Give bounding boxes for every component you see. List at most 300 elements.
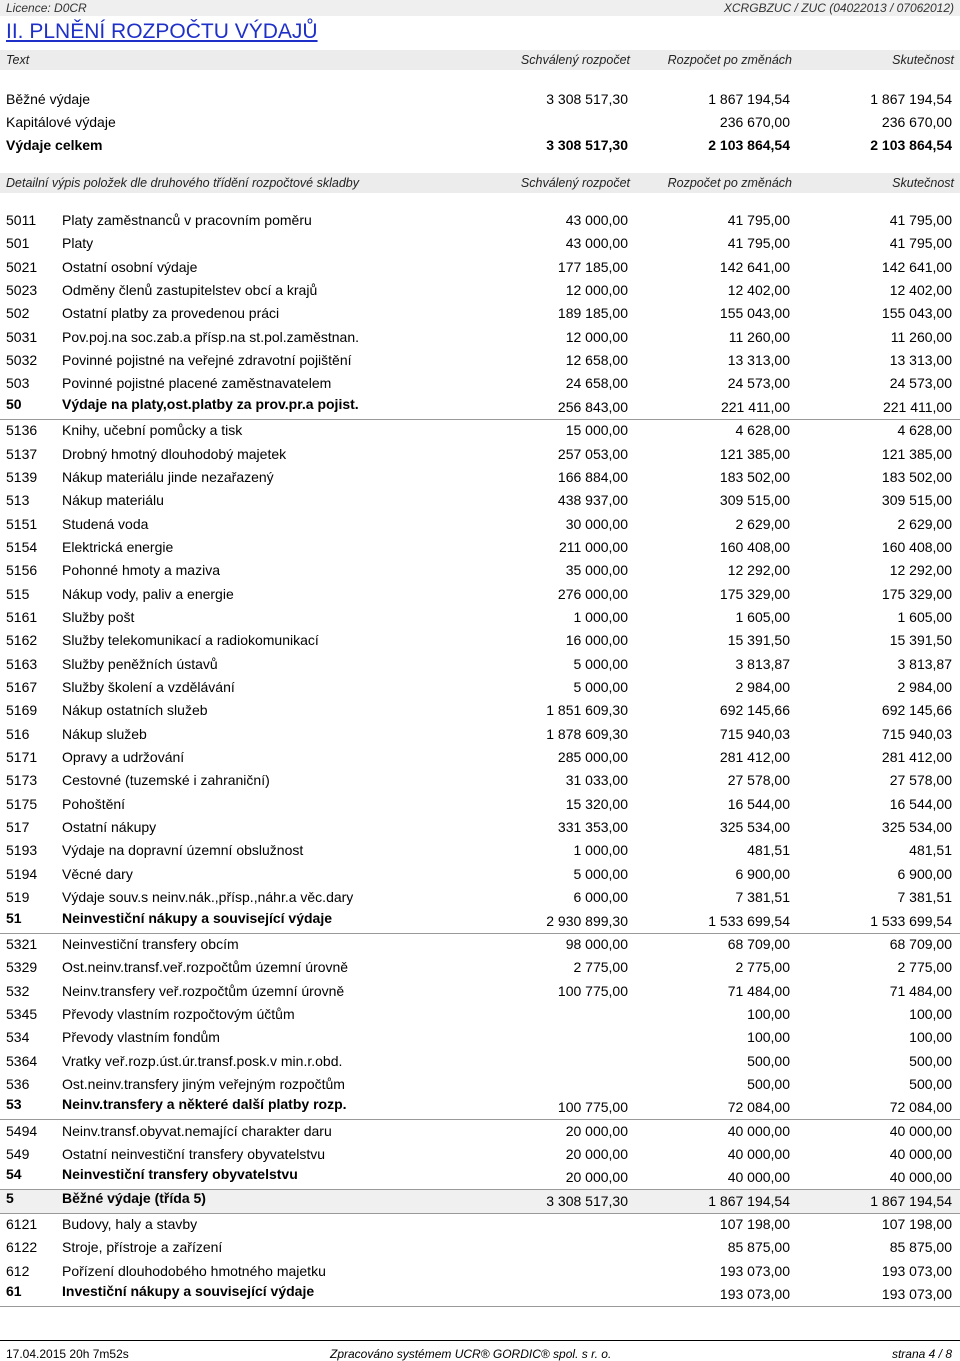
actual-value: 13 313,00 [889,352,952,369]
summary-value: 1 867 194,54 [708,91,790,107]
approved-value: 20 000,00 [565,1169,628,1186]
revised-value: 85 875,00 [727,1239,790,1256]
table-row [0,559,960,582]
table-row [0,863,960,886]
item-description: Služby telekomunikací a radiokomunikací [62,632,319,649]
item-code: 516 [6,725,30,742]
item-description: Neinvestiční nákupy a související výdaje [62,909,333,926]
item-description: Neinv.transfery a některé další platby rozp. [62,1096,347,1113]
approved-value: 20 000,00 [565,1122,628,1139]
table-row [0,232,960,255]
actual-value: 3 813,87 [897,655,952,672]
col-approved: Schválený rozpočet [520,53,630,67]
approved-value: 2 775,00 [573,959,628,976]
approved-value: 189 185,00 [557,305,628,322]
revised-value: 2 775,00 [735,959,790,976]
approved-value: 211 000,00 [558,538,628,555]
table-row [0,256,960,279]
item-code: 519 [6,889,30,906]
actual-value: 183 502,00 [881,468,952,485]
item-code: 5171 [6,749,38,766]
actual-value: 71 484,00 [889,982,952,999]
item-description: Věcné dary [62,865,133,882]
table-row [0,1143,960,1166]
detail-header [0,173,960,193]
revised-value: 68 709,00 [727,935,790,952]
table-row [0,769,960,792]
actual-value: 155 043,00 [881,305,952,322]
item-description: Služby peněžních ústavů [62,655,218,672]
table-row [0,302,960,325]
approved-value: 276 000,00 [557,585,628,602]
actual-value: 2 629,00 [897,515,952,532]
item-description: Odměny členů zastupitelstev obcí a krajů [62,282,318,299]
revised-value: 24 573,00 [727,375,790,392]
revised-value: 2 629,00 [735,515,790,532]
table-row [0,209,960,232]
revised-value: 1 867 194,54 [708,1192,790,1209]
revised-value: 500,00 [747,1075,790,1092]
actual-value: 27 578,00 [889,772,952,789]
item-code: 532 [6,982,30,999]
item-description: Pov.poj.na soc.zab.a přísp.na st.pol.zaměstnan. [62,328,360,345]
item-code: 5162 [6,632,38,649]
summary-value: 2 103 864,54 [870,137,952,153]
item-description: Služby pošt [62,608,135,625]
item-code: 50 [6,395,22,412]
table-subtotal-row [0,910,960,934]
actual-value: 12 402,00 [889,282,952,299]
item-code: 515 [6,585,30,602]
item-description: Povinné pojistné na veřejné zdravotní pojištění [62,352,352,369]
item-description: Nákup vody, paliv a energie [62,585,234,602]
actual-value: 160 408,00 [881,538,952,555]
approved-value: 12 658,00 [565,352,628,369]
approved-value: 1 851 609,30 [546,702,628,719]
item-description: Nákup ostatních služeb [62,702,208,719]
approved-value: 15 000,00 [565,422,628,439]
revised-value: 6 900,00 [735,865,790,882]
item-code: 5151 [6,515,38,532]
revised-value: 692 145,66 [719,702,790,719]
item-description: Výdaje na platy,ost.platby za prov.pr.a pojist. [62,395,359,412]
table-row [0,489,960,512]
revised-value: 183 502,00 [719,468,790,485]
revised-value: 41 795,00 [727,235,790,252]
approved-value: 2 930 899,30 [546,912,628,929]
actual-value: 4 628,00 [897,422,952,439]
actual-value: 100,00 [909,1029,952,1046]
table-row [0,723,960,746]
item-code: 5175 [6,795,38,812]
item-description: Platy [62,235,94,252]
approved-value: 438 937,00 [557,492,628,509]
item-description: Ost.neinv.transfery jiným veřejným rozpočtům [62,1075,345,1092]
revised-value: 11 260,00 [728,328,790,345]
item-code: 5173 [6,772,38,789]
approved-value: 331 353,00 [557,819,628,836]
item-code: 5 [6,1189,14,1206]
summary-value: 2 103 864,54 [708,137,790,153]
actual-value: 175 329,00 [881,585,952,602]
approved-value: 1 000,00 [573,608,628,625]
summary-label: Běžné výdaje [6,91,91,107]
summary-label: Výdaje celkem [6,137,103,153]
item-code: 6121 [6,1216,38,1233]
revised-value: 41 795,00 [727,212,790,228]
approved-value: 1 878 609,30 [546,725,628,742]
revised-value: 100,00 [747,1029,790,1046]
actual-value: 481,51 [909,842,952,859]
footer [0,1340,960,1361]
item-description: Cestovné (tuzemské i zahraniční) [62,772,270,789]
actual-value: 500,00 [909,1052,952,1069]
actual-value: 24 573,00 [889,375,952,392]
table-row [0,1026,960,1049]
col-text: Text [6,53,30,67]
item-code: 5163 [6,655,38,672]
item-code: 5345 [6,1005,38,1022]
item-code: 5167 [6,679,38,695]
revised-value: 100,00 [747,1005,790,1022]
item-code: 549 [6,1146,30,1162]
item-description: Budovy, haly a stavby [62,1216,198,1233]
item-description: Knihy, učební pomůcky a tisk [62,422,243,439]
actual-value: 692 145,66 [881,702,952,719]
table-row [0,816,960,839]
actual-value: 85 875,00 [889,1239,952,1256]
table-row [0,513,960,536]
summary-value: 3 308 517,30 [546,91,628,107]
item-code: 5021 [6,258,38,275]
actual-value: 40 000,00 [889,1122,952,1139]
approved-value: 100 775,00 [557,982,628,999]
actual-value: 11 260,00 [890,328,952,345]
approved-value: 5 000,00 [573,679,628,695]
actual-value: 715 940,03 [881,725,952,742]
item-description: Nákup služeb [62,725,147,742]
revised-value: 13 313,00 [727,352,790,369]
approved-value: 256 843,00 [557,398,628,415]
item-code: 5154 [6,538,38,555]
item-code: 5136 [6,422,38,439]
revised-value: 40 000,00 [727,1169,790,1186]
item-description: Investiční nákupy a související výdaje [62,1283,315,1300]
approved-value: 285 000,00 [557,749,628,766]
table-row [0,1003,960,1026]
approved-value: 98 000,00 [565,935,628,952]
item-code: 5321 [6,935,38,952]
revised-value: 325 534,00 [719,819,790,836]
actual-value: 72 084,00 [889,1099,952,1116]
actual-value: 325 534,00 [881,819,952,836]
approved-value: 24 658,00 [565,375,628,392]
item-code: 5329 [6,959,38,976]
table-row [0,372,960,395]
actual-value: 40 000,00 [889,1169,952,1186]
table-subtotal-row [0,1190,960,1214]
col-actual: Skutečnost [892,53,954,67]
licence-label: Licence: D0CR [6,1,87,15]
item-code: 503 [6,375,30,392]
page-title: II. PLNĚNÍ ROZPOČTU VÝDAJŮ [6,20,318,43]
actual-value: 41 795,00 [889,235,952,252]
actual-value: 1 533 699,54 [870,912,952,929]
item-code: 5169 [6,702,38,719]
actual-value: 16 544,00 [889,795,952,812]
item-description: Pohonné hmoty a maziva [62,562,220,579]
table-row [0,583,960,606]
actual-value: 2 775,00 [897,959,952,976]
revised-value: 1 605,00 [735,608,790,625]
item-code: 534 [6,1029,30,1046]
table-row [0,956,960,979]
item-description: Ostatní osobní výdaje [62,258,198,275]
item-description: Převody vlastním fondům [62,1029,220,1046]
item-description: Drobný hmotný dlouhodobý majetek [62,445,287,462]
top-bar [0,0,960,16]
table-row [0,466,960,489]
col-approved: Schválený rozpočet [520,176,630,190]
approved-value: 177 185,00 [557,258,628,275]
table-row [0,349,960,372]
item-code: 5137 [6,445,38,462]
item-code: 5011 [6,212,37,228]
item-description: Ostatní platby za provedenou práci [62,305,280,322]
item-description: Ostatní nákupy [62,819,157,836]
approved-value: 30 000,00 [565,515,628,532]
item-description: Nákup materiálu [62,492,164,509]
table-row [0,886,960,909]
actual-value: 281 412,00 [881,749,952,766]
item-code: 6122 [6,1239,38,1256]
revised-value: 281 412,00 [719,749,790,766]
table-row [0,629,960,652]
revised-value: 309 515,00 [719,492,790,509]
revised-value: 175 329,00 [719,585,790,602]
item-description: Ost.neinv.transf.veř.rozpočtům územní úrovně [62,959,349,976]
revised-value: 16 544,00 [727,795,790,812]
item-code: 513 [6,492,30,509]
item-code: 536 [6,1075,30,1092]
revised-value: 12 292,00 [727,562,790,579]
table-row [0,653,960,676]
approved-value: 43 000,00 [565,212,628,228]
revised-value: 27 578,00 [727,772,790,789]
approved-value: 35 000,00 [565,562,628,579]
approved-value: 6 000,00 [573,889,628,906]
col-detail-text: Detailní výpis položek dle druhového třídění rozpočtové skladby [6,176,359,190]
actual-value: 40 000,00 [889,1146,952,1162]
actual-value: 68 709,00 [889,935,952,952]
item-description: Opravy a udržování [62,749,185,766]
table-subtotal-row [0,1166,960,1190]
table-row [0,933,960,956]
revised-value: 3 813,87 [735,655,790,672]
actual-value: 121 385,00 [881,445,952,462]
revised-value: 715 940,03 [719,725,790,742]
item-description: Povinné pojistné placené zaměstnavatelem [62,375,332,392]
approved-value: 5 000,00 [573,865,628,882]
approved-value: 43 000,00 [565,235,628,252]
actual-value: 309 515,00 [881,492,952,509]
summary-value: 1 867 194,54 [870,91,952,107]
table-row [0,1236,960,1259]
revised-value: 121 385,00 [719,445,790,462]
item-description: Stroje, přístroje a zařízení [62,1239,223,1256]
table-row [0,746,960,769]
report-code: XCRGBZUC / ZUC (04022013 / 07062012) [723,1,954,15]
table-row [0,1120,960,1143]
item-description: Neinv.transf.obyvat.nemající charakter daru [62,1122,332,1139]
item-code: 61 [6,1283,22,1300]
item-description: Služby školení a vzdělávání [62,679,235,695]
approved-value: 1 000,00 [573,842,628,859]
table-row [0,606,960,629]
table-row [0,1213,960,1236]
revised-value: 142 641,00 [719,258,790,275]
table-row [0,793,960,816]
approved-value: 5 000,00 [573,655,628,672]
item-code: 502 [6,305,30,322]
item-code: 5156 [6,562,38,579]
table-row [0,419,960,442]
item-description: Běžné výdaje (třída 5) [62,1189,206,1206]
table-subtotal-row [0,1096,960,1120]
revised-value: 12 402,00 [727,282,790,299]
table-row [0,443,960,466]
table-subtotal-row [0,1283,960,1307]
item-code: 51 [6,909,22,926]
item-description: Neinv.transfery veř.rozpočtům územní úrovně [62,982,345,999]
revised-value: 1 533 699,54 [708,912,790,929]
revised-value: 40 000,00 [727,1122,790,1139]
item-code: 5139 [6,468,38,485]
table-row [0,536,960,559]
approved-value: 166 884,00 [557,468,628,485]
approved-value: 257 053,00 [557,445,628,462]
actual-value: 1 605,00 [897,608,952,625]
item-code: 5161 [6,608,38,625]
col-revised: Rozpočet po změnách [667,53,792,67]
item-description: Výdaje na dopravní územní obslužnost [62,842,304,859]
summary-row [0,88,960,111]
item-code: 5494 [6,1122,38,1139]
item-code: 5364 [6,1052,38,1069]
revised-value: 107 198,00 [719,1216,790,1233]
item-description: Převody vlastním rozpočtovým účtům [62,1005,295,1022]
item-description: Výdaje souv.s neinv.nák.,přísp.,náhr.a věc.dary [62,889,354,906]
item-description: Neinvestiční transfery obyvatelstvu [62,1166,298,1183]
approved-value: 3 308 517,30 [546,1192,628,1209]
footer-timestamp: 17.04.2015 20h 7m52s [6,1347,129,1361]
item-code: 5023 [6,282,38,299]
actual-value: 6 900,00 [897,865,952,882]
summary-value: 236 670,00 [881,114,952,130]
actual-value: 500,00 [909,1075,952,1092]
revised-value: 500,00 [747,1052,790,1069]
item-description: Platy zaměstnanců v pracovním poměru [62,212,312,228]
item-code: 5031 [6,328,38,345]
actual-value: 7 381,51 [897,889,952,906]
table-row [0,279,960,302]
item-description: Nákup materiálu jinde nezařazený [62,468,274,485]
approved-value: 15 320,00 [565,795,628,812]
table-row [0,326,960,349]
table-row [0,839,960,862]
summary-row [0,134,960,157]
actual-value: 41 795,00 [889,212,952,228]
actual-value: 193 073,00 [881,1286,952,1303]
actual-value: 15 391,50 [889,632,952,649]
table-row [0,676,960,699]
table-row [0,1260,960,1283]
table-row [0,1050,960,1073]
revised-value: 4 628,00 [735,422,790,439]
table-subtotal-row [0,396,960,420]
table-row [0,699,960,722]
approved-value: 31 033,00 [565,772,628,789]
col-revised: Rozpočet po změnách [667,176,792,190]
item-code: 53 [6,1096,22,1113]
summary-value: 236 670,00 [719,114,790,130]
item-description: Ostatní neinvestiční transfery obyvatelstvu [62,1146,326,1162]
revised-value: 2 984,00 [735,679,790,695]
item-description: Elektrická energie [62,538,174,555]
revised-value: 7 381,51 [735,889,790,906]
revised-value: 71 484,00 [727,982,790,999]
revised-value: 72 084,00 [727,1099,790,1116]
col-actual: Skutečnost [892,176,954,190]
approved-value: 12 000,00 [565,282,628,299]
revised-value: 193 073,00 [719,1286,790,1303]
summary-value: 3 308 517,30 [546,137,628,153]
item-code: 5032 [6,352,38,369]
revised-value: 481,51 [747,842,790,859]
actual-value: 2 984,00 [897,679,952,695]
approved-value: 100 775,00 [557,1099,628,1116]
actual-value: 107 198,00 [881,1216,952,1233]
actual-value: 12 292,00 [889,562,952,579]
actual-value: 100,00 [909,1005,952,1022]
item-description: Pořízení dlouhodobého hmotného majetku [62,1262,326,1279]
item-description: Neinvestiční transfery obcím [62,935,239,952]
item-code: 54 [6,1166,22,1183]
item-code: 517 [6,819,30,836]
footer-system: Zpracováno systémem UCR® GORDIC® spol. s r. o. [330,1347,612,1361]
approved-value: 16 000,00 [565,632,628,649]
actual-value: 221 411,00 [882,398,952,415]
item-description: Studená voda [62,515,149,532]
revised-value: 40 000,00 [727,1146,790,1162]
summary-label: Kapitálové výdaje [6,114,116,130]
footer-page: strana 4 / 8 [891,1347,952,1361]
item-description: Vratky veř.rozp.úst.úr.transf.posk.v min.r.obd. [62,1052,343,1069]
actual-value: 193 073,00 [881,1262,952,1279]
revised-value: 15 391,50 [727,632,790,649]
revised-value: 221 411,00 [720,398,790,415]
approved-value: 20 000,00 [565,1146,628,1162]
revised-value: 155 043,00 [719,305,790,322]
summary-row [0,111,960,134]
item-code: 5194 [6,865,38,882]
table-row [0,980,960,1003]
item-code: 612 [6,1262,30,1279]
table-row [0,1073,960,1096]
summary-header [0,50,960,70]
actual-value: 142 641,00 [881,258,952,275]
item-description: Pohoštění [62,795,126,812]
